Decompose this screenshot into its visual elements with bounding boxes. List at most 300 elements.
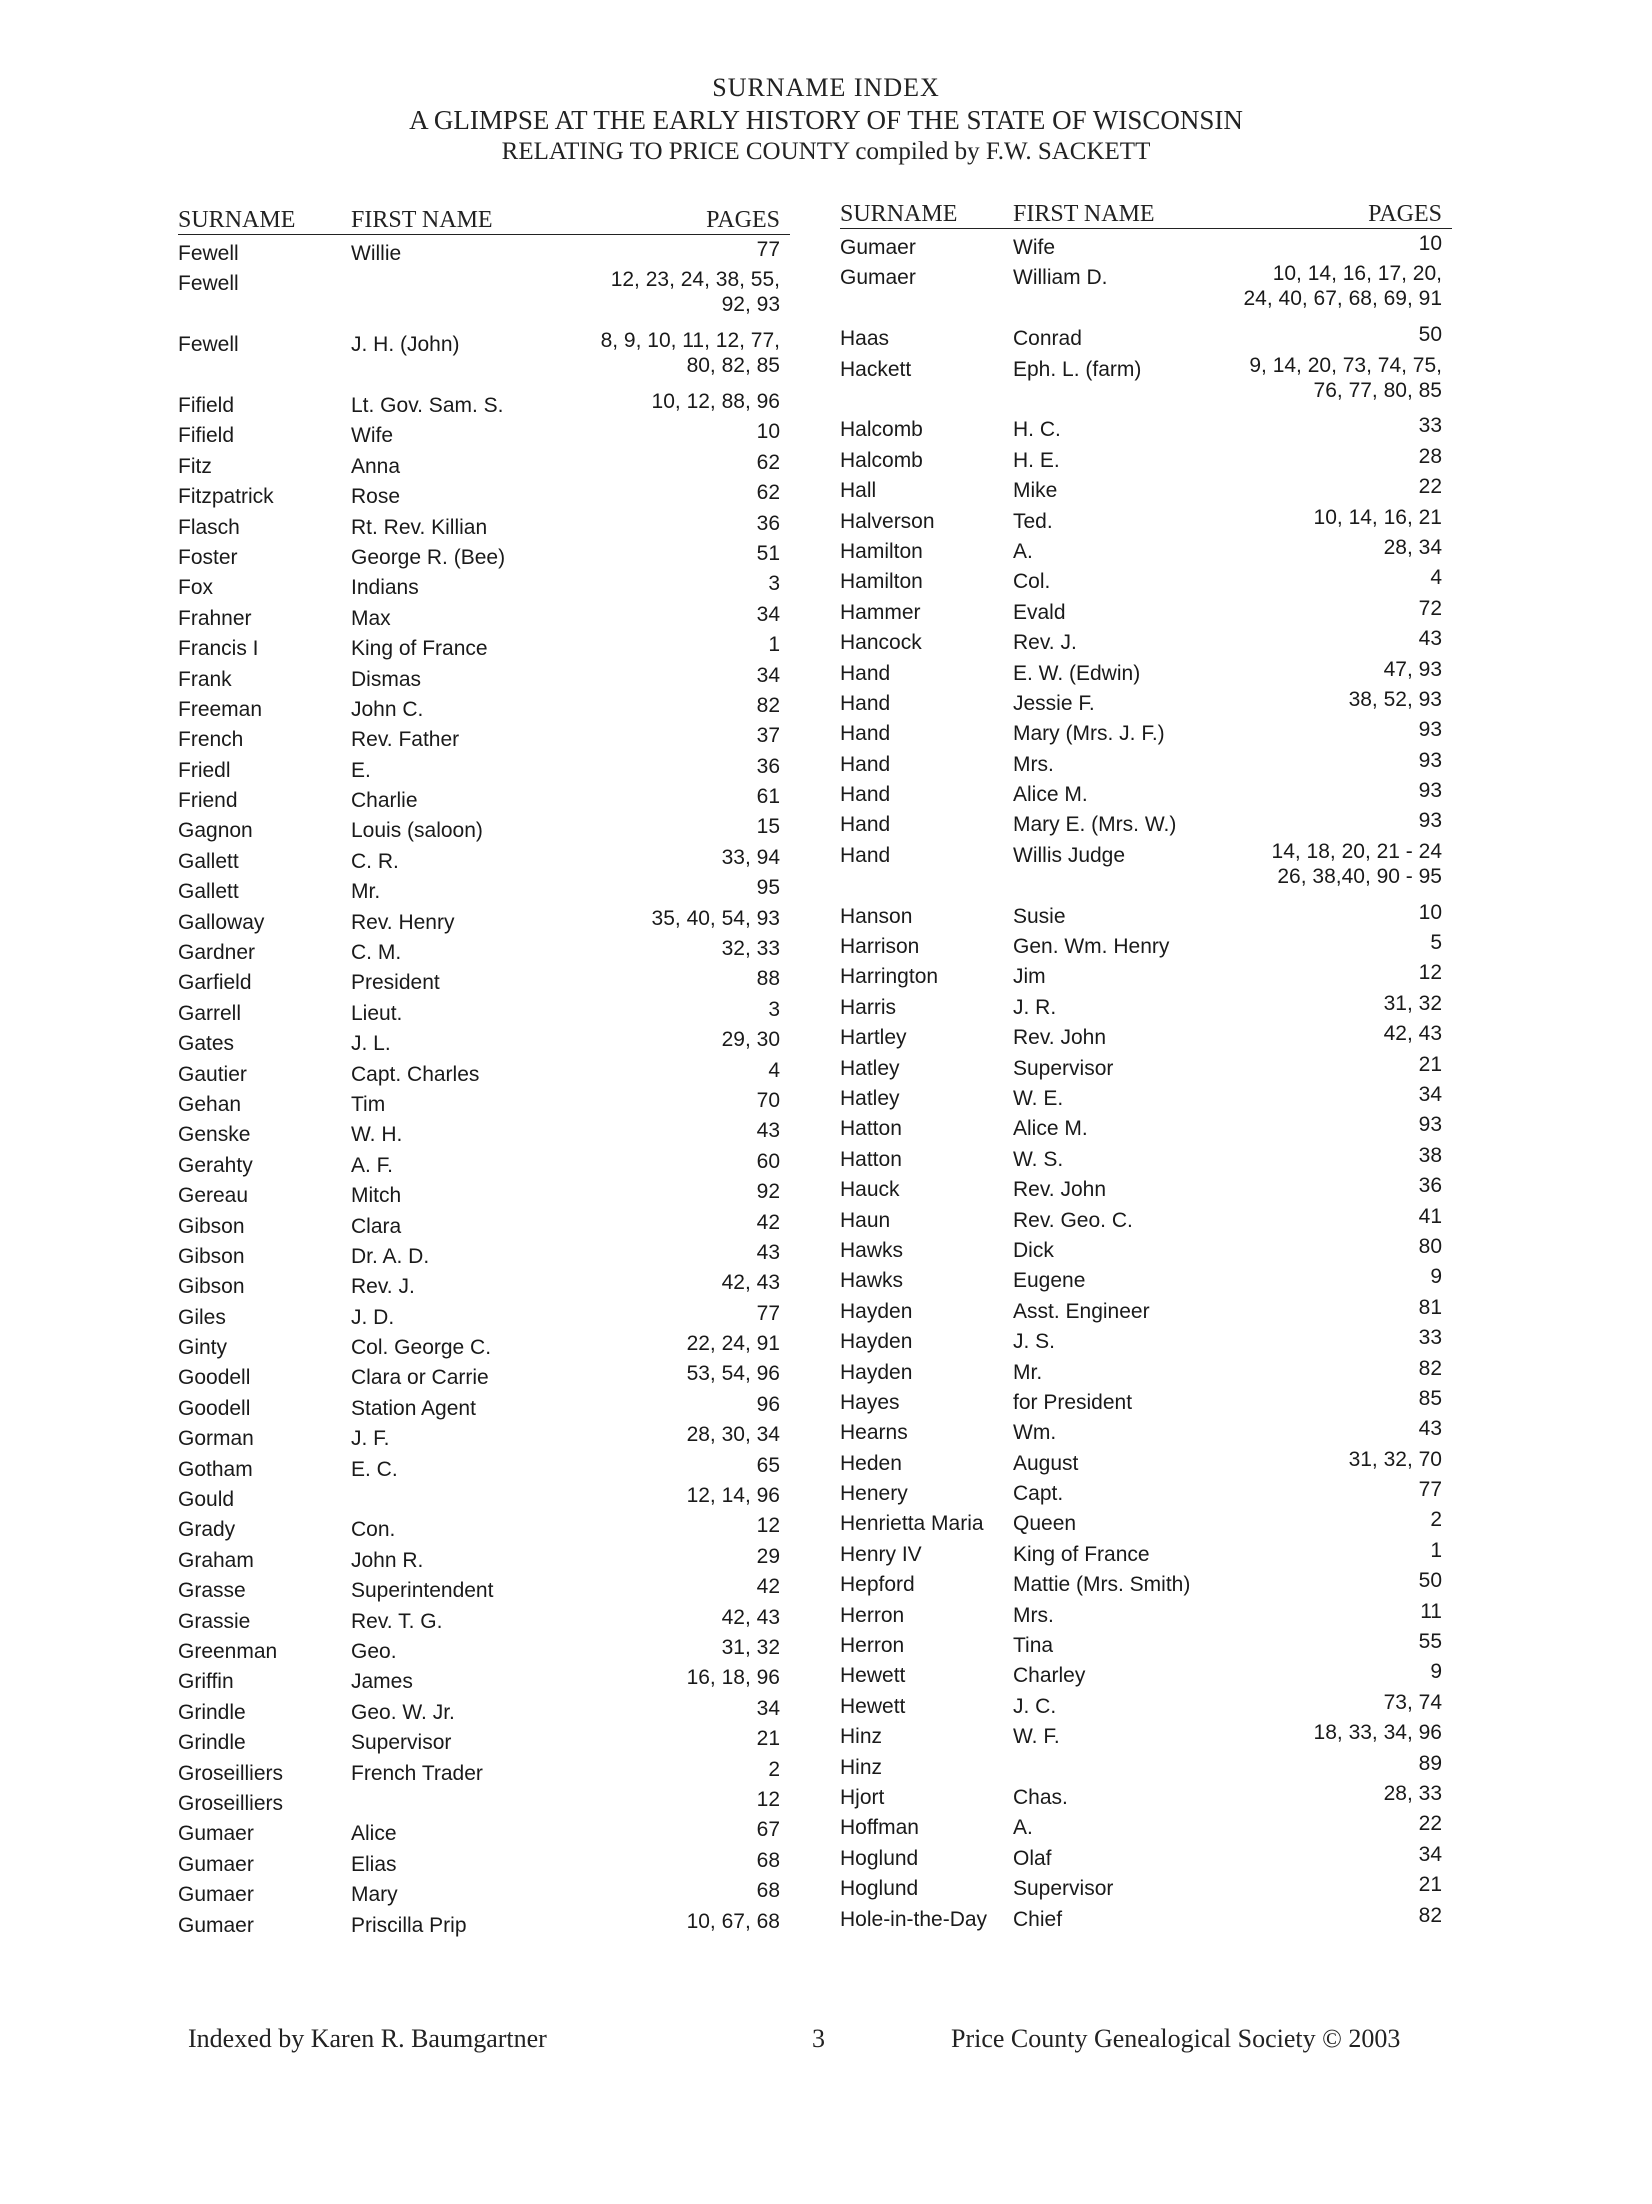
entry-pages: 4 [1430, 566, 1442, 590]
entry-surname: Grindle [178, 1731, 246, 1755]
entry-first-name: Rev. John [1013, 1178, 1106, 1202]
entry-pages: 37 [756, 724, 780, 748]
index-entry [178, 1208, 790, 1238]
entry-pages: 61 [756, 785, 780, 809]
entry-surname: Hinz [840, 1725, 883, 1749]
entry-first-name: Col. [1013, 570, 1051, 594]
entry-first-name: William D. [1013, 266, 1108, 290]
entry-surname: Galloway [178, 910, 265, 934]
index-entry [178, 904, 790, 934]
indexer-credit: Indexed by Karen R. Baumgartner [188, 2024, 547, 2053]
entry-first-name: Geo. [351, 1640, 397, 1663]
entry-surname: Hatton [840, 1117, 902, 1141]
entry-pages: 14, 18, 20, 21 - 24 26, 38,40, 90 - 95 [1271, 839, 1442, 888]
entry-pages: 70 [756, 1088, 780, 1112]
entry-pages: 9 [1430, 1660, 1442, 1684]
index-entry [178, 1572, 790, 1602]
entry-surname: Hayden [840, 1330, 913, 1354]
entry-surname: Gautier [178, 1062, 247, 1086]
entry-pages: 28, 33 [1383, 1781, 1442, 1805]
entry-pages: 10 [756, 420, 780, 444]
entry-pages: 28, 34 [1383, 535, 1442, 559]
entry-surname: Gibson [178, 1214, 245, 1238]
entry-first-name: Rt. Rev. Killian [351, 515, 488, 539]
entry-surname: Fifield [178, 424, 235, 448]
entry-first-name: Chief [1013, 1907, 1063, 1931]
index-entry [840, 1293, 1452, 1323]
entry-first-name: J. H. (John) [351, 333, 460, 357]
entry-first-name: Charley [1013, 1664, 1086, 1688]
entry-surname: Groseilliers [178, 1791, 284, 1815]
entry-pages: 36 [756, 754, 780, 778]
entry-first-name: John R. [351, 1548, 424, 1572]
entry-surname: Gotham [178, 1457, 253, 1481]
entry-surname: Herron [840, 1634, 905, 1658]
entry-surname: Ginty [178, 1336, 228, 1360]
index-entry [840, 259, 1452, 320]
entry-surname: Fewell [178, 242, 239, 265]
entry-pages: 41 [1418, 1204, 1442, 1228]
entry-surname: Gumaer [178, 1913, 254, 1937]
entry-first-name: W. H. [351, 1123, 403, 1147]
index-entry [178, 1116, 790, 1146]
entry-first-name: Chas. [1013, 1785, 1068, 1809]
index-entry [840, 1688, 1452, 1718]
entry-first-name: E. [351, 758, 371, 782]
entry-first-name: Capt. [1013, 1482, 1064, 1506]
index-entry [840, 1232, 1452, 1262]
entry-surname: Gallett [178, 880, 239, 904]
entry-surname: Hawks [840, 1269, 904, 1293]
entry-pages: 62 [756, 481, 780, 505]
entry-surname: Greenman [178, 1640, 278, 1663]
entry-pages: 31, 32 [1383, 991, 1442, 1015]
entry-pages: 43 [1418, 1417, 1442, 1441]
index-entry [178, 1390, 790, 1420]
index-entry [178, 752, 790, 782]
index-entry [178, 1542, 790, 1572]
entry-pages: 43 [1418, 627, 1442, 651]
index-entry [840, 1657, 1452, 1687]
index-entry [178, 630, 790, 660]
entry-surname: Harris [840, 995, 896, 1019]
entry-first-name: King of France [1013, 1542, 1150, 1566]
entry-first-name: Jim [1013, 965, 1046, 989]
entry-first-name: A. F. [351, 1153, 394, 1177]
entry-pages: 21 [1418, 1052, 1442, 1076]
entry-pages: 8, 9, 10, 11, 12, 77, 80, 82, 85 [600, 329, 780, 378]
entry-surname: Hand [840, 691, 891, 715]
index-entry [840, 1749, 1452, 1779]
left-column-header [178, 200, 790, 235]
index-entry [178, 326, 790, 387]
entry-first-name: French Trader [351, 1761, 483, 1785]
index-entry [840, 1718, 1452, 1748]
index-entry [840, 1050, 1452, 1080]
index-entry [178, 478, 790, 508]
entry-surname: Gumaer [178, 1852, 254, 1876]
entry-pages: 85 [1418, 1386, 1442, 1410]
entry-pages: 18, 33, 34, 96 [1313, 1721, 1442, 1745]
index-entry [840, 1262, 1452, 1292]
entry-pages: 77 [756, 238, 780, 261]
entry-first-name: Dick [1013, 1238, 1054, 1262]
index-entry [840, 715, 1452, 745]
right-entries-list [840, 229, 1452, 1931]
entry-first-name: Rose [351, 485, 401, 509]
entry-surname: Hanson [840, 904, 913, 928]
entry-pages: 88 [756, 967, 780, 991]
entry-first-name: Supervisor [1013, 1056, 1114, 1080]
entry-surname: Gallett [178, 849, 239, 873]
index-entry [178, 1907, 790, 1937]
entry-first-name: Eph. L. (farm) [1013, 357, 1142, 381]
entry-first-name: John C. [351, 697, 424, 721]
entry-surname: Friend [178, 789, 238, 813]
entry-surname: Grassie [178, 1609, 251, 1633]
index-entry [840, 320, 1452, 350]
entry-surname: Foster [178, 545, 238, 569]
entry-first-name: Tina [1013, 1634, 1054, 1658]
entry-pages: 38, 52, 93 [1348, 687, 1442, 711]
index-entry [840, 1354, 1452, 1384]
index-entry [840, 1597, 1452, 1627]
entry-first-name: George R. (Bee) [351, 545, 506, 569]
entry-surname: Garfield [178, 971, 252, 995]
entry-first-name: Mary [351, 1883, 398, 1907]
index-entry [840, 655, 1452, 685]
entry-pages: 47, 93 [1383, 657, 1442, 681]
entry-first-name: J. L. [351, 1032, 391, 1056]
index-entry [178, 721, 790, 751]
entry-pages: 82 [1418, 1903, 1442, 1927]
entry-pages: 93 [1418, 809, 1442, 833]
entry-surname: Groseilliers [178, 1761, 284, 1785]
entry-pages: 10 [1418, 900, 1442, 924]
entry-surname: Haun [840, 1208, 891, 1232]
index-entry [178, 1329, 790, 1359]
entry-pages: 95 [756, 876, 780, 900]
entry-surname: Henery [840, 1482, 908, 1506]
entry-first-name: J. S. [1013, 1330, 1056, 1354]
entry-pages: 3 [768, 572, 780, 596]
index-entry [840, 1870, 1452, 1900]
entry-pages: 29 [756, 1544, 780, 1568]
entry-surname: Hepford [840, 1573, 915, 1597]
entry-surname: Gehan [178, 1092, 242, 1116]
entry-surname: Hamilton [840, 570, 923, 594]
entry-surname: Hinz [840, 1755, 883, 1779]
entry-surname: Gardner [178, 941, 256, 965]
index-entry [178, 417, 790, 447]
entry-surname: Hoglund [840, 1877, 919, 1901]
entry-surname: Hauck [840, 1178, 900, 1202]
entry-pages: 89 [1418, 1751, 1442, 1775]
entry-surname: Graham [178, 1548, 254, 1572]
entry-surname: Hayden [840, 1360, 913, 1384]
index-entry [840, 1809, 1452, 1839]
entry-pages: 28 [1418, 444, 1442, 468]
entry-surname: Gumaer [178, 1822, 254, 1846]
index-entry [840, 1536, 1452, 1566]
entry-surname: Hall [840, 479, 877, 503]
entry-pages: 42, 43 [721, 1605, 780, 1629]
entry-pages: 4 [768, 1058, 780, 1082]
entry-surname: Gumaer [178, 1883, 254, 1907]
left-index-column [178, 200, 790, 1937]
index-entry [178, 509, 790, 539]
entry-first-name: Mattie (Mrs. Smith) [1013, 1573, 1191, 1597]
entry-surname: Grasse [178, 1579, 246, 1603]
entry-pages: 32, 33 [721, 937, 780, 961]
entry-first-name: J. R. [1013, 995, 1057, 1019]
entry-first-name: E. W. (Edwin) [1013, 661, 1141, 685]
index-entry [178, 964, 790, 994]
index-entry [840, 837, 1452, 898]
entry-pages: 12, 14, 96 [686, 1484, 780, 1508]
entry-surname: Friedl [178, 758, 231, 782]
entry-surname: Flasch [178, 515, 240, 539]
entry-pages: 43 [756, 1119, 780, 1143]
index-entry [178, 1056, 790, 1086]
index-entry [178, 1268, 790, 1298]
entry-surname: Gates [178, 1032, 235, 1056]
entry-surname: Hand [840, 843, 891, 867]
index-entry [178, 1785, 790, 1815]
index-entry [178, 569, 790, 599]
entry-first-name: for President [1013, 1390, 1133, 1414]
index-entry [840, 806, 1452, 836]
left-entries-list [178, 235, 790, 1937]
entry-surname: Hand [840, 752, 891, 776]
index-entry [840, 1901, 1452, 1931]
entry-pages: 82 [756, 693, 780, 717]
entry-first-name: W. E. [1013, 1086, 1064, 1110]
index-entry [178, 448, 790, 478]
entry-pages: 16, 18, 96 [686, 1666, 780, 1690]
entry-first-name: Capt. Charles [351, 1062, 480, 1086]
entry-first-name: President [351, 971, 440, 995]
entry-first-name: Mrs. [1013, 1603, 1054, 1627]
index-entry [178, 812, 790, 842]
entry-surname: Fitz [178, 454, 212, 478]
entry-pages: 93 [1418, 1113, 1442, 1137]
index-entry [178, 691, 790, 721]
entry-pages: 77 [756, 1301, 780, 1325]
entry-pages: 12 [756, 1787, 780, 1811]
index-entry [840, 442, 1452, 472]
entry-pages: 31, 32 [721, 1636, 780, 1659]
entry-surname: Gumaer [840, 266, 916, 290]
index-entry [178, 1299, 790, 1329]
entry-surname: Gibson [178, 1244, 245, 1268]
entry-pages: 36 [756, 511, 780, 535]
index-entry [840, 594, 1452, 624]
entry-first-name: C. M. [351, 941, 402, 965]
entry-surname: Fewell [178, 333, 239, 357]
entry-surname: Harrington [840, 965, 939, 989]
entry-surname: Halcomb [840, 418, 923, 442]
entry-first-name: Geo. W. Jr. [351, 1700, 455, 1724]
entry-first-name: Priscilla Prip [351, 1913, 467, 1937]
entry-surname: Hatley [840, 1056, 900, 1080]
entry-surname: Halverson [840, 509, 935, 533]
entry-surname: Hartley [840, 1026, 907, 1050]
entry-first-name: Superintendent [351, 1579, 494, 1603]
entry-first-name: Rev. Henry [351, 910, 455, 934]
entry-surname: Hand [840, 813, 891, 837]
entry-first-name: A. [1013, 1816, 1033, 1840]
entry-pages: 5 [1430, 931, 1442, 955]
entry-first-name: Gen. Wm. Henry [1013, 935, 1170, 959]
index-entry [840, 776, 1452, 806]
entry-first-name: J. C. [1013, 1694, 1057, 1718]
entry-pages: 68 [756, 1848, 780, 1872]
entry-surname: Heden [840, 1451, 902, 1475]
entry-first-name: Alice M. [1013, 1117, 1088, 1141]
entry-surname: Hatton [840, 1147, 902, 1171]
entry-first-name: Conrad [1013, 327, 1082, 351]
entry-first-name: Max [351, 606, 391, 630]
index-entry [840, 351, 1452, 412]
entry-surname: Gerahty [178, 1153, 253, 1177]
index-entry [840, 411, 1452, 441]
entry-pages: 9, 14, 20, 73, 74, 75, 76, 77, 80, 85 [1249, 353, 1442, 402]
entry-first-name: Indians [351, 576, 419, 600]
entry-surname: Hand [840, 722, 891, 746]
entry-first-name: Alice M. [1013, 783, 1088, 807]
entry-first-name: Evald [1013, 600, 1066, 624]
entry-surname: Hancock [840, 631, 922, 655]
entry-pages: 22 [1418, 475, 1442, 499]
entry-first-name: Rev. John [1013, 1026, 1106, 1050]
entry-first-name: Alice [351, 1822, 397, 1846]
entry-pages: 11 [1420, 1599, 1442, 1623]
entry-surname: Grady [178, 1518, 236, 1542]
entry-pages: 93 [1418, 748, 1442, 772]
entry-first-name: Wife [1013, 236, 1055, 259]
entry-surname: Hand [840, 783, 891, 807]
entry-pages: 42, 43 [721, 1271, 780, 1295]
entry-pages: 92 [756, 1180, 780, 1204]
entry-first-name: Con. [351, 1518, 396, 1542]
entry-first-name: Col. George C. [351, 1336, 492, 1360]
entry-first-name: Wm. [1013, 1421, 1057, 1445]
entry-pages: 68 [756, 1879, 780, 1903]
entry-surname: Goodell [178, 1396, 251, 1420]
entry-surname: Hayes [840, 1390, 900, 1414]
index-entry [840, 1627, 1452, 1657]
entry-pages: 21 [756, 1727, 780, 1751]
entry-first-name: Rev. Father [351, 728, 460, 752]
entry-pages: 22 [1418, 1812, 1442, 1836]
entry-pages: 93 [1418, 779, 1442, 803]
index-entry [178, 1755, 790, 1785]
entry-pages: 50 [1418, 1569, 1442, 1593]
entry-pages: 10 [1418, 232, 1442, 255]
entry-pages: 29, 30 [721, 1028, 780, 1052]
index-entry [178, 1815, 790, 1845]
index-entry [178, 1846, 790, 1876]
index-entry [840, 1019, 1452, 1049]
entry-surname: Hayden [840, 1299, 913, 1323]
entry-surname: Gould [178, 1488, 235, 1512]
entry-surname: Hjort [840, 1785, 885, 1809]
page-number: 3 [812, 2024, 825, 2053]
entry-surname: Griffin [178, 1670, 234, 1694]
index-entry [840, 1384, 1452, 1414]
index-entry [178, 1481, 790, 1511]
entry-first-name: Willie [351, 242, 402, 265]
index-entry [840, 989, 1452, 1019]
entry-surname: Giles [178, 1305, 226, 1329]
entry-surname: Hewett [840, 1664, 906, 1688]
entry-pages: 38 [1418, 1143, 1442, 1167]
entry-pages: 42, 43 [1383, 1022, 1442, 1046]
entry-surname: Henry IV [840, 1542, 922, 1566]
entry-first-name: Dr. A. D. [351, 1244, 430, 1268]
entry-pages: 2 [768, 1757, 780, 1781]
entry-first-name: Clara or Carrie [351, 1366, 489, 1390]
entry-surname: Henrietta Maria [840, 1512, 984, 1536]
index-entry [840, 898, 1452, 928]
index-entry [178, 265, 790, 326]
entry-surname: Harrison [840, 935, 920, 959]
entry-pages: 42 [756, 1575, 780, 1599]
entry-pages: 10, 14, 16, 21 [1313, 505, 1442, 529]
index-entry [840, 1779, 1452, 1809]
entry-first-name: Supervisor [1013, 1877, 1114, 1901]
entry-first-name: Mary (Mrs. J. F.) [1013, 722, 1165, 746]
entry-surname: Freeman [178, 697, 263, 721]
entry-first-name: Dismas [351, 667, 422, 691]
index-entry [840, 1080, 1452, 1110]
entry-first-name: Queen [1013, 1512, 1077, 1536]
entry-pages: 77 [1418, 1478, 1442, 1502]
entry-first-name: Charlie [351, 789, 418, 813]
entry-surname: Haas [840, 327, 890, 351]
entry-pages: 33 [1418, 414, 1442, 438]
entry-first-name: W. S. [1013, 1147, 1064, 1171]
entry-pages: 9 [1430, 1265, 1442, 1289]
entry-surname: Hatley [840, 1086, 900, 1110]
entry-first-name: Mrs. [1013, 752, 1054, 776]
entry-pages: 10, 12, 88, 96 [651, 389, 780, 413]
entry-surname: Frahner [178, 606, 252, 630]
entry-first-name: Susie [1013, 904, 1066, 928]
entry-pages: 93 [1418, 718, 1442, 742]
right-column-header [840, 194, 1452, 229]
pages-heading: PAGES [1368, 201, 1442, 227]
entry-first-name: E. C. [351, 1457, 398, 1481]
entry-pages: 10, 67, 68 [686, 1909, 780, 1933]
entry-first-name: Rev. Geo. C. [1013, 1208, 1133, 1232]
entry-first-name: Jessie F. [1013, 691, 1095, 715]
entry-surname: Gagnon [178, 819, 253, 843]
index-entry [178, 843, 790, 873]
entry-surname: Halcomb [840, 448, 923, 472]
entry-pages: 60 [756, 1149, 780, 1173]
entry-pages: 34 [1418, 1082, 1442, 1106]
entry-first-name: Lieut. [351, 1001, 403, 1025]
entry-first-name: A. [1013, 539, 1033, 563]
entry-pages: 34 [756, 1696, 780, 1720]
entry-pages: 33 [1418, 1326, 1442, 1350]
index-entry [840, 958, 1452, 988]
entry-first-name: Louis (saloon) [351, 819, 483, 843]
entry-first-name: Asst. Engineer [1013, 1299, 1150, 1323]
entry-surname: Hand [840, 661, 891, 685]
